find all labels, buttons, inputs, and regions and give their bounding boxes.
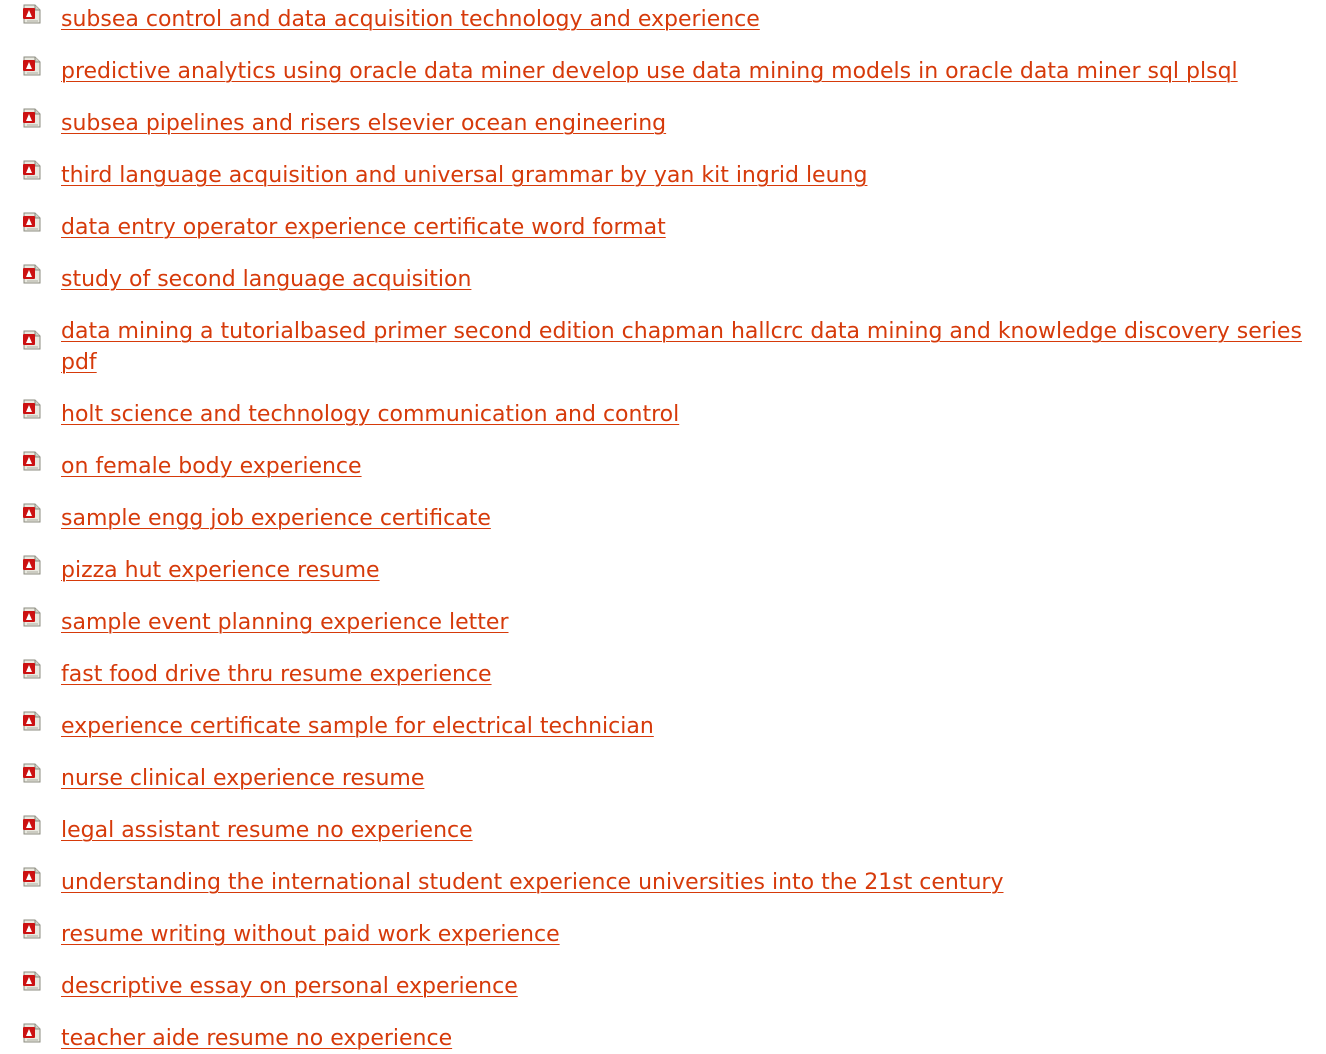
- document-link[interactable]: pizza hut experience resume: [61, 558, 380, 583]
- pdf-file-icon: [22, 330, 42, 350]
- document-link[interactable]: subsea control and data acquisition technology and experience: [61, 7, 760, 32]
- list-item: [0, 919, 1326, 950]
- pdf-file-icon: [22, 659, 42, 679]
- pdf-file-icon: [22, 503, 42, 523]
- list-item: [0, 316, 1326, 378]
- document-link[interactable]: holt science and technology communication and control: [61, 402, 680, 427]
- pdf-file-icon: [22, 451, 42, 471]
- pdf-file-icon: [22, 971, 42, 991]
- document-link[interactable]: fast food drive thru resume experience: [61, 662, 492, 687]
- pdf-file-icon: [22, 108, 42, 128]
- pdf-file-icon: [22, 56, 42, 76]
- pdf-file-icon: [22, 867, 42, 887]
- document-link[interactable]: nurse clinical experience resume: [61, 766, 425, 791]
- list-item: [0, 607, 1326, 638]
- pdf-file-icon: [22, 212, 42, 232]
- pdf-file-icon: [22, 399, 42, 419]
- document-link[interactable]: descriptive essay on personal experience: [61, 974, 518, 999]
- pdf-file-icon: [22, 555, 42, 575]
- document-link[interactable]: understanding the international student experience universities into the 21st century: [61, 870, 1004, 895]
- pdf-file-icon: [22, 815, 42, 835]
- pdf-file-icon: [22, 264, 42, 284]
- document-link[interactable]: teacher aide resume no experience: [61, 1026, 453, 1051]
- list-item: [0, 264, 1326, 295]
- list-item: [0, 971, 1326, 1002]
- document-link[interactable]: predictive analytics using oracle data miner develop use data mining models in oracle data miner sql plsql: [61, 59, 1238, 84]
- document-link[interactable]: resume writing without paid work experience: [61, 922, 560, 947]
- pdf-file-icon: [22, 711, 42, 731]
- list-item: [0, 659, 1326, 690]
- list-item: [0, 451, 1326, 482]
- list-item: [0, 503, 1326, 534]
- list-item: [0, 867, 1326, 898]
- list-item: [0, 108, 1326, 139]
- pdf-file-icon: [22, 607, 42, 627]
- pdf-file-icon: [22, 4, 42, 24]
- document-link[interactable]: on female body experience: [61, 454, 362, 479]
- list-item: [0, 763, 1326, 794]
- list-item: [0, 555, 1326, 586]
- document-link[interactable]: study of second language acquisition: [61, 267, 472, 292]
- pdf-file-icon: [22, 1023, 42, 1043]
- document-link[interactable]: data mining a tutorialbased primer second edition chapman hallcrc data mining and knowledge discovery series pdf: [61, 319, 1302, 375]
- pdf-file-icon: [22, 763, 42, 783]
- pdf-file-icon: [22, 919, 42, 939]
- list-item: [0, 711, 1326, 742]
- list-item: [0, 815, 1326, 846]
- document-link[interactable]: sample event planning experience letter: [61, 610, 509, 635]
- document-link[interactable]: subsea pipelines and risers elsevier ocean engineering: [61, 111, 667, 136]
- list-item: [0, 399, 1326, 430]
- document-link[interactable]: data entry operator experience certificate word format: [61, 215, 666, 240]
- list-item: [0, 1023, 1326, 1054]
- document-link[interactable]: third language acquisition and universal grammar by yan kit ingrid leung: [61, 163, 868, 188]
- list-item: [0, 160, 1326, 191]
- pdf-file-icon: [22, 160, 42, 180]
- document-link[interactable]: legal assistant resume no experience: [61, 818, 473, 843]
- list-item: [0, 212, 1326, 243]
- list-item: [0, 4, 1326, 35]
- document-link[interactable]: experience certificate sample for electrical technician: [61, 714, 654, 739]
- document-link[interactable]: sample engg job experience certificate: [61, 506, 491, 531]
- list-item: [0, 56, 1326, 87]
